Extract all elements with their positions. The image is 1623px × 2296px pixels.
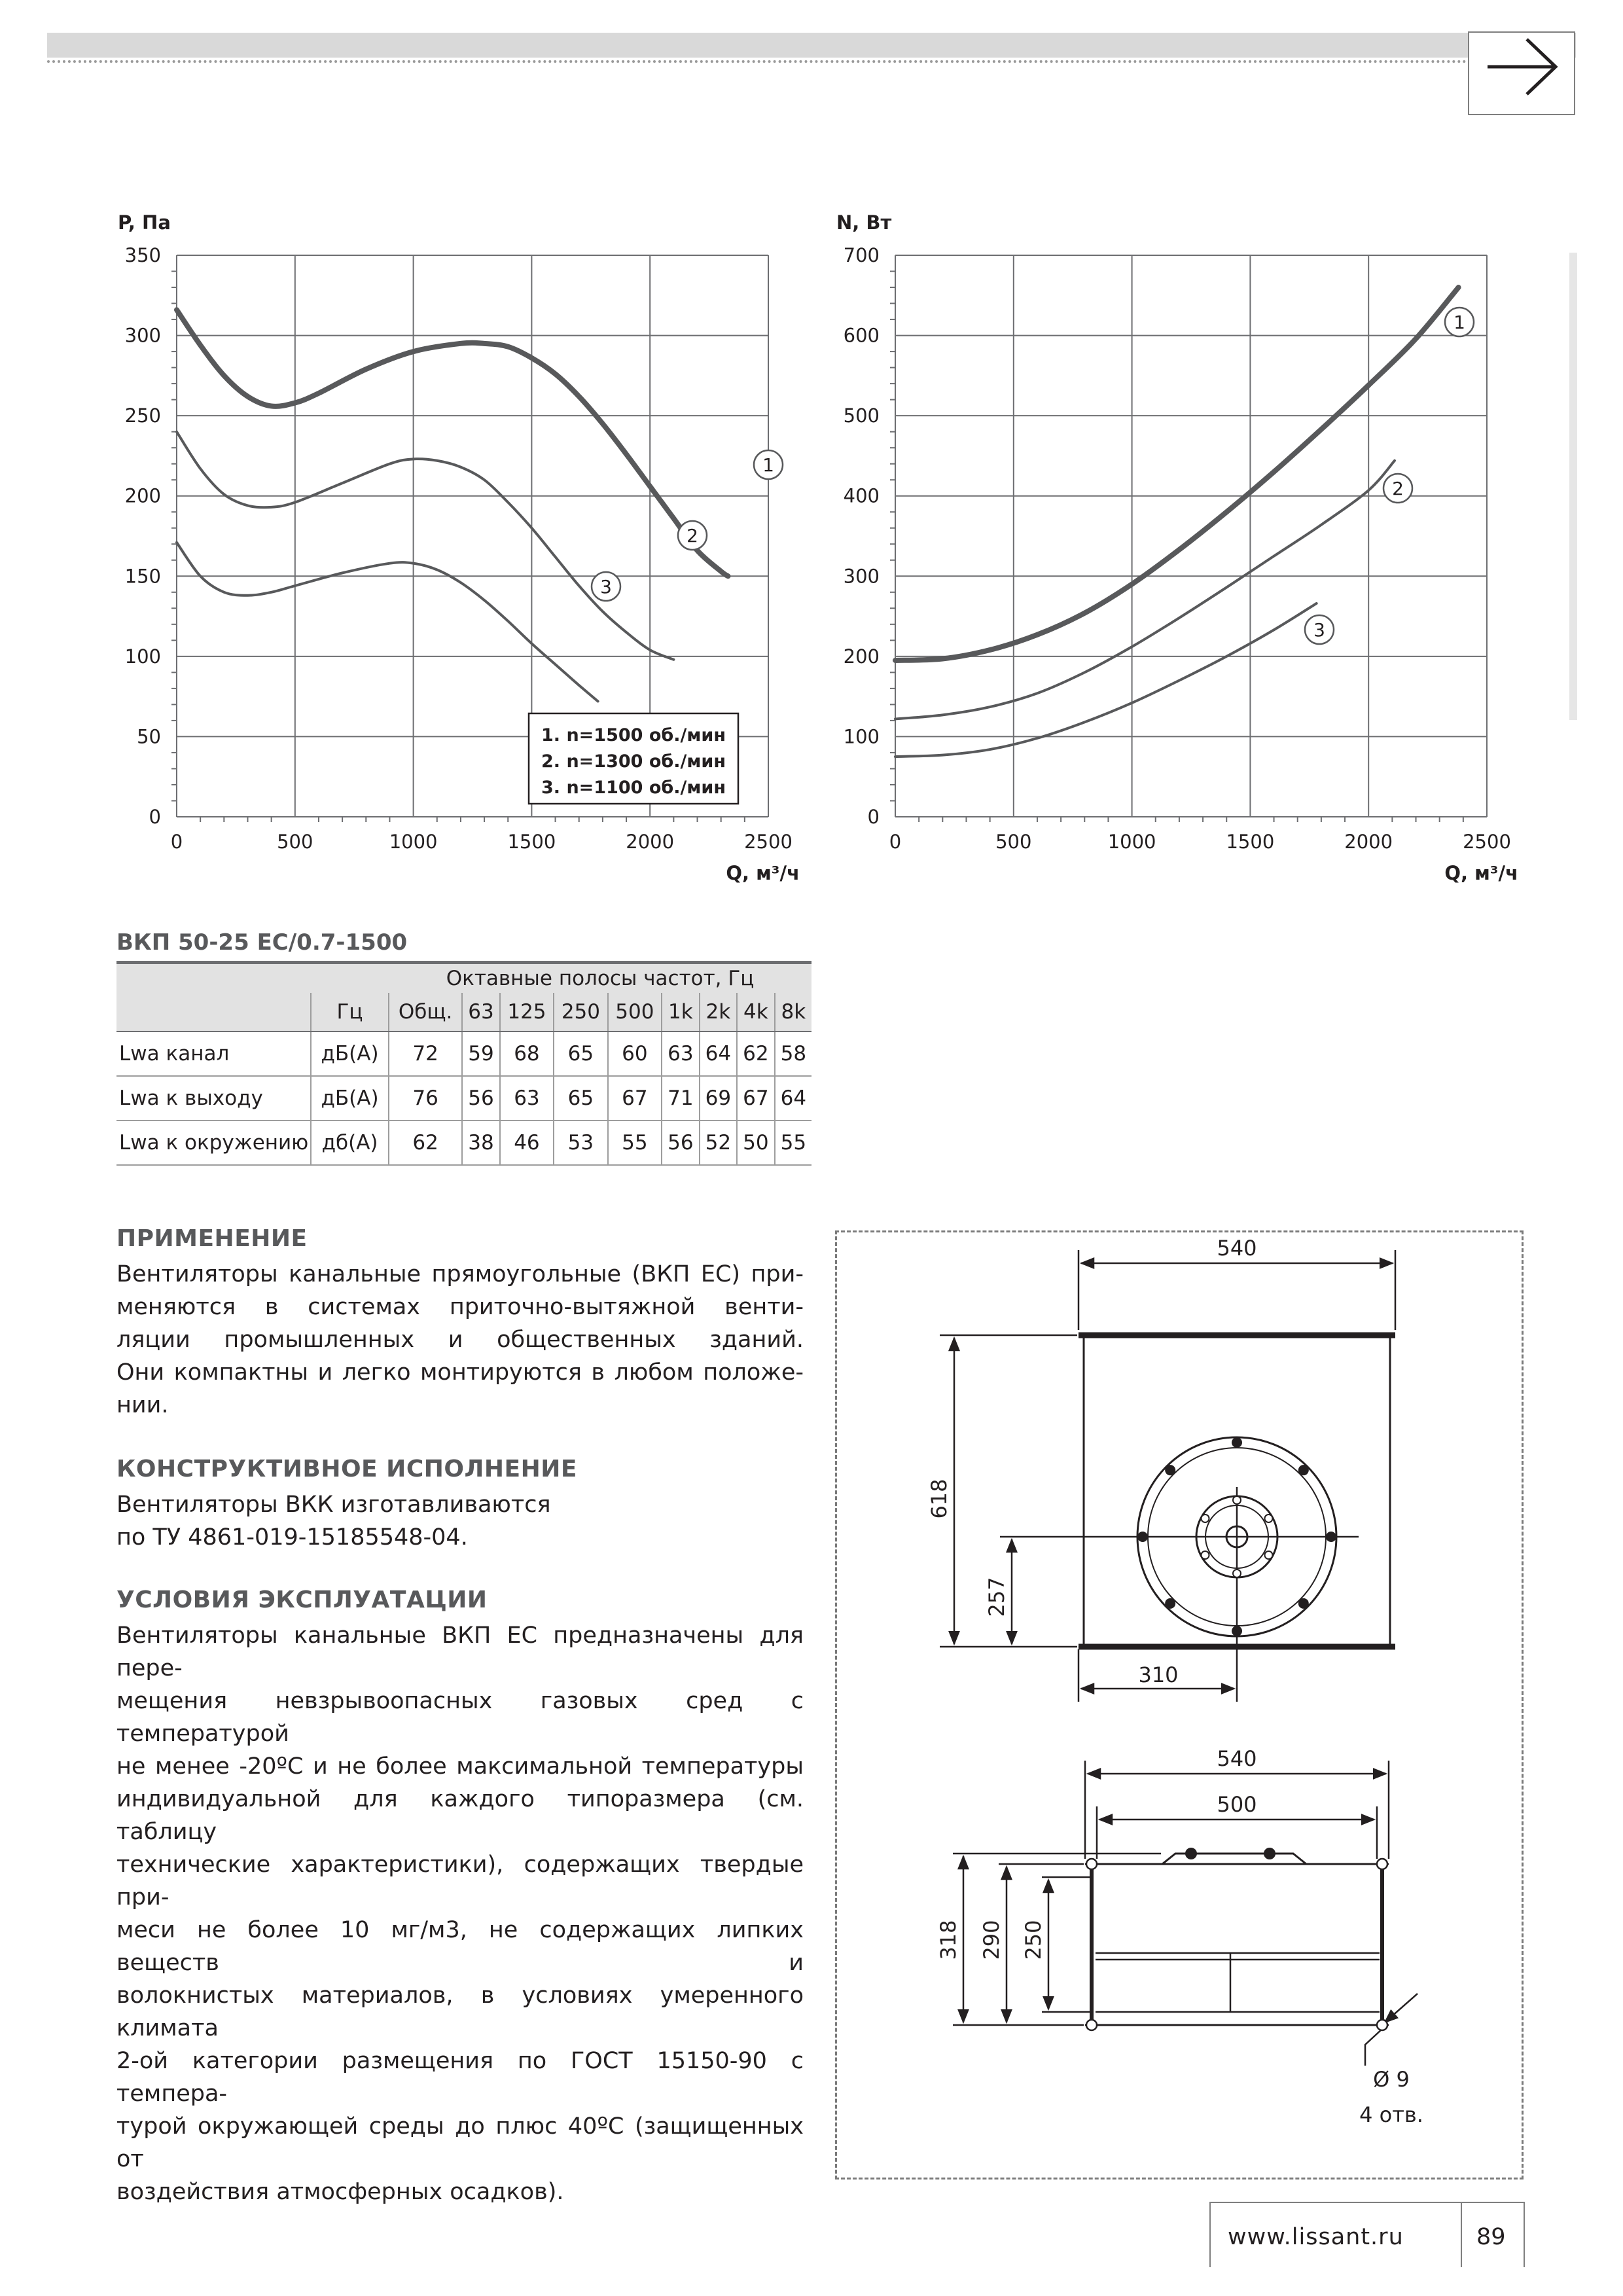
dim-top-width: 540	[1217, 1236, 1257, 1261]
motor-bolt	[1233, 1496, 1241, 1504]
y-tick-label: 200	[124, 484, 161, 507]
y-tick-label: 300	[843, 565, 880, 588]
dim-side-height: 318	[936, 1920, 961, 1960]
x-tick-label: 0	[170, 831, 183, 853]
noise-table	[116, 961, 812, 1166]
y-tick-label: 100	[843, 725, 880, 748]
flange-bolt	[1326, 1532, 1336, 1542]
y-tick-label: 150	[124, 565, 161, 588]
technical-drawing	[835, 1230, 1520, 2176]
dim-center-height: 257	[984, 1577, 1009, 1617]
flange-bolt	[1165, 1465, 1175, 1475]
footer-divider	[1524, 2202, 1525, 2267]
scroll-bar[interactable]	[1569, 253, 1577, 720]
hole-diameter: Ø 9	[1373, 2067, 1410, 2092]
series-label: 3	[600, 576, 612, 598]
dim-side-inner-width: 500	[1217, 1792, 1257, 1817]
series-line-1	[177, 310, 728, 576]
series-line-3	[177, 543, 598, 702]
x-tick-label: 1500	[507, 831, 556, 853]
motor-bolt	[1264, 1515, 1272, 1522]
section-text-construction: Вентиляторы ВКК изготавливаются по ТУ 4861-019-15185548-04.	[116, 1492, 551, 1551]
x-tick-label: 1000	[1107, 831, 1156, 853]
y-tick-label: 0	[149, 806, 161, 828]
y-tick-label: 100	[124, 645, 161, 668]
table-row: Lwa к окружению дб(А) 62 38 46 53 55 56 52 50 55	[116, 1121, 812, 1165]
dim-top-height: 618	[927, 1479, 952, 1519]
x-tick-label: 1000	[389, 831, 438, 853]
x-axis-label: Q, м³/ч	[726, 862, 800, 884]
section-text-application: Вентиляторы канальные прямоугольные (ВКП ЕС) при- меняются в системах приточно-вытяжной венти- ляции промышленных и общественных зданий. Они компактны и легко монтируются в любом положе- нии.	[116, 1261, 804, 1418]
y-axis-label: N, Вт	[836, 211, 892, 234]
dim-side-height-2: 290	[979, 1920, 1004, 1960]
legend-entry: 2. n=1300 об./мин	[541, 751, 726, 772]
flange-bolt	[1298, 1598, 1309, 1609]
legend-entry: 1. n=1500 об./мин	[541, 725, 726, 745]
x-axis-label: Q, м³/ч	[1444, 862, 1518, 884]
section-heading-application: ПРИМЕНЕНИЕ	[116, 1225, 308, 1252]
section-text-conditions: Вентиляторы канальные ВКП ЕС предназначены для пере- мещения невзрывоопасных газовых сред с температурой не менее -20ºС и не более максимальной температуры индивидуальной для каждого типоразмера (см. таблицу технические характеристики), содержащих твердые при- меси не более 10 мг/м3, не содержащих липких веществ и волокнистых материалов, в условиях умеренного климата 2-ой категории размещения по ГОСТ 15150-90 с темпера- турой окружающей среды до плюс 40ºС (защищенных от воздействия атмосферных осадков).	[116, 1623, 804, 2205]
arrow-right-icon	[1469, 33, 1574, 114]
section-heading-conditions: УСЛОВИЯ ЭКСПЛУАТАЦИИ	[116, 1587, 488, 1613]
motor-bolt	[1233, 1570, 1241, 1577]
page-number: 89	[1476, 2224, 1506, 2250]
flange-bolt	[1298, 1465, 1309, 1475]
mount-hole	[1377, 2020, 1387, 2030]
series-label: 2	[1392, 478, 1404, 499]
table-header-row: Гц Общ. 63 125 250 500 1k 2k 4k 8k	[116, 993, 812, 1031]
series-line-3	[895, 603, 1317, 757]
y-tick-label: 350	[124, 244, 161, 266]
legend-entry: 3. n=1100 об./мин	[541, 778, 726, 798]
footer-rule	[1209, 2202, 1524, 2203]
motor-bolt	[1264, 1551, 1272, 1559]
table-group-header: Октавные полосы частот, Гц	[389, 963, 812, 994]
performance-charts	[105, 209, 1544, 903]
x-tick-label: 2000	[1344, 831, 1393, 853]
y-tick-label: 50	[137, 725, 161, 748]
footer-divider	[1461, 2202, 1462, 2267]
charts-area	[105, 209, 1544, 903]
y-axis-label: P, Па	[118, 211, 171, 234]
dimension-drawing	[835, 1230, 1520, 2176]
x-tick-label: 1500	[1226, 831, 1275, 853]
header-band	[47, 33, 1576, 58]
flange-bolt	[1232, 1437, 1242, 1448]
table-row: Lwa канал дБ(А) 72 59 68 65 60 63 64 62 58	[116, 1031, 812, 1076]
table-title: ВКП 50-25 ЕС/0.7-1500	[116, 929, 408, 956]
dim-side-width: 540	[1217, 1746, 1257, 1771]
x-tick-label: 0	[889, 831, 902, 853]
x-tick-label: 500	[995, 831, 1032, 853]
side-bolt	[1264, 1848, 1275, 1859]
next-page-button[interactable]	[1468, 31, 1575, 115]
series-line-2	[895, 461, 1395, 719]
y-tick-label: 250	[124, 404, 161, 427]
flange-bolt	[1232, 1626, 1242, 1636]
flange-bolt	[1165, 1598, 1175, 1609]
series-label: 1	[1454, 312, 1465, 333]
x-tick-label: 2500	[1463, 831, 1511, 853]
y-tick-label: 300	[124, 324, 161, 347]
y-tick-label: 600	[843, 324, 880, 347]
x-tick-label: 2500	[744, 831, 793, 853]
hole-count: 4 отв.	[1359, 2102, 1423, 2127]
y-tick-label: 0	[867, 806, 880, 828]
side-bolt	[1185, 1848, 1197, 1859]
series-label: 1	[762, 454, 774, 476]
footer-url[interactable]: www.lissant.ru	[1228, 2224, 1404, 2250]
header-dotted-line	[47, 60, 1467, 63]
y-tick-label: 700	[843, 244, 880, 266]
series-line-1	[895, 287, 1459, 660]
footer-divider	[1209, 2202, 1211, 2267]
table-row: Lwa к выходу дБ(А) 76 56 63 65 67 71 69 67 64	[116, 1076, 812, 1121]
series-line-2	[177, 432, 673, 660]
y-tick-label: 200	[843, 645, 880, 668]
section-heading-construction: КОНСТРУКТИВНОЕ ИСПОЛНЕНИЕ	[116, 1456, 577, 1482]
dim-side-height-3: 250	[1021, 1920, 1046, 1960]
mount-hole	[1377, 1859, 1387, 1869]
x-tick-label: 2000	[626, 831, 675, 853]
y-tick-label: 400	[843, 484, 880, 507]
series-label: 3	[1313, 619, 1325, 641]
flange-bolt	[1137, 1532, 1148, 1542]
dim-center-offset: 310	[1138, 1662, 1179, 1687]
mount-hole	[1086, 1859, 1097, 1869]
y-tick-label: 500	[843, 404, 880, 427]
series-label: 2	[687, 525, 698, 547]
x-tick-label: 500	[277, 831, 313, 853]
mount-hole	[1086, 2020, 1097, 2030]
motor-bolt	[1202, 1551, 1209, 1559]
motor-bolt	[1202, 1515, 1209, 1522]
